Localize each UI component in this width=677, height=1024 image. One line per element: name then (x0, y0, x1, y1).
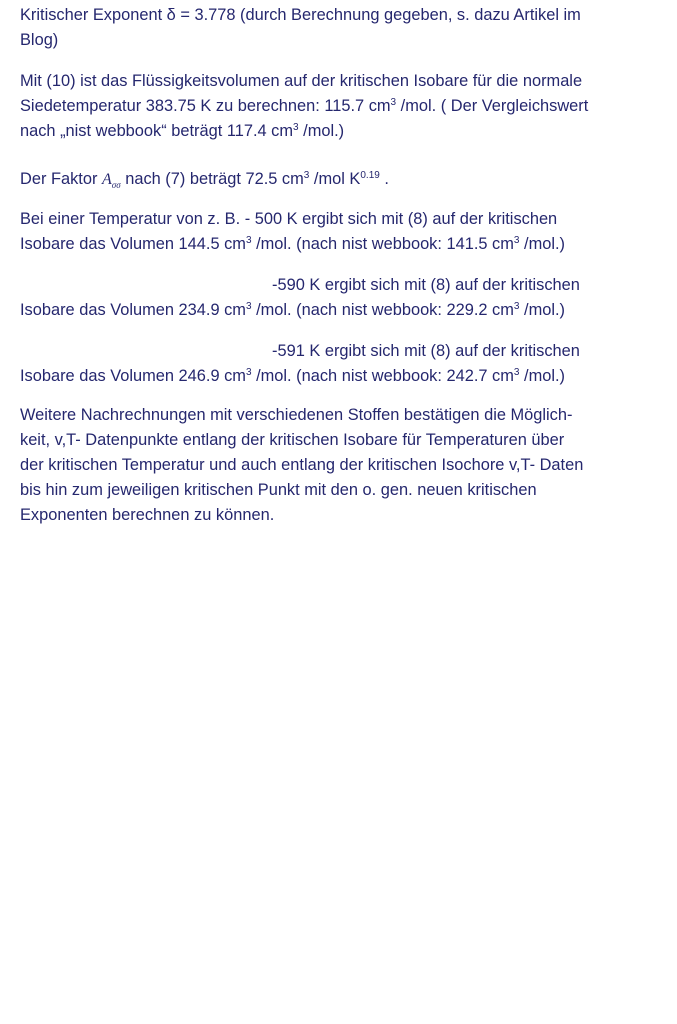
superscript: 3 (245, 301, 252, 312)
text-segment: /mol. (nach nist webbook: 141.5 cm (251, 235, 514, 253)
text-segment: /mol. (nach nist webbook: 229.2 cm (251, 301, 514, 319)
text-line: Weitere Nachrechnungen mit verschiedenen Stoffen bestätigen die Möglich- (20, 406, 573, 424)
text-line: bis hin zum jeweiligen kritischen Punkt mit den o. gen. neuen kritischen (20, 481, 537, 499)
text-segment: nach (7) beträgt 72.5 cm (120, 170, 304, 188)
text-line (20, 232, 565, 257)
text-line: der kritischen Temperatur und auch entlang der kritischen Isochore v,T- Daten (20, 456, 584, 474)
paragraph-temperature-500 (20, 207, 565, 257)
text-line (20, 119, 588, 144)
superscript: 3 (245, 235, 252, 246)
text-segment: /mol.) (298, 122, 345, 140)
paragraph-conclusion (20, 403, 583, 528)
text-line: -591 K ergibt sich mit (8) auf der kritischen (272, 342, 580, 360)
superscript: 0.19 (360, 170, 380, 181)
text-line (20, 167, 389, 192)
superscript: 3 (390, 97, 397, 108)
text-segment: Isobare das Volumen 234.9 cm (20, 301, 246, 319)
text-segment: Isobare das Volumen 144.5 cm (20, 235, 246, 253)
text-line: Exponenten berechnen zu können. (20, 506, 275, 524)
text-line: Blog) (20, 31, 59, 49)
text-segment: . (379, 170, 389, 188)
paragraph-liquid-volume (20, 69, 588, 144)
text-segment: Isobare das Volumen 246.9 cm (20, 367, 246, 385)
text-segment: /mol.) (519, 235, 566, 253)
paragraph-temperature-591 (20, 339, 580, 389)
superscript: 3 (513, 367, 520, 378)
math-symbol: $A_{\sigma\sigma}$ (101, 171, 121, 190)
text-line: keit, v,T- Datenpunkte entlang der kritischen Isobare für Temperaturen über (20, 431, 565, 449)
text-segment: /mol. (nach nist webbook: 242.7 cm (251, 367, 514, 385)
text-line: Mit (10) ist das Flüssigkeitsvolumen auf der kritischen Isobare für die normale (20, 72, 583, 90)
superscript: 3 (513, 301, 520, 312)
text-line (20, 94, 588, 119)
paragraph-critical-exponent (20, 3, 581, 53)
text-segment: /mol. ( Der Vergleichswert (396, 97, 589, 115)
text-segment: Der Faktor (20, 170, 102, 188)
paragraph-factor (20, 167, 389, 192)
text-segment: /mol K (309, 170, 361, 188)
text-line: Bei einer Temperatur von z. B. - 500 K ergibt sich mit (8) auf der kritischen (20, 210, 558, 228)
text-segment: /mol.) (519, 301, 566, 319)
paragraph-temperature-590 (20, 273, 580, 323)
text-segment: Siedetemperatur 383.75 K zu berechnen: 115.7 cm (20, 97, 391, 115)
text-segment: /mol.) (519, 367, 566, 385)
text-line: -590 K ergibt sich mit (8) auf der kritischen (272, 276, 580, 294)
superscript: 3 (513, 235, 520, 246)
text-line (20, 298, 580, 323)
text-line: Kritischer Exponent δ = 3.778 (durch Berechnung gegeben, s. dazu Artikel im (20, 6, 581, 24)
text-segment: nach „nist webbook“ beträgt 117.4 cm (20, 122, 294, 140)
superscript: 3 (293, 122, 299, 133)
superscript: 3 (245, 367, 252, 378)
text-line (20, 364, 580, 389)
superscript: 3 (303, 170, 310, 181)
